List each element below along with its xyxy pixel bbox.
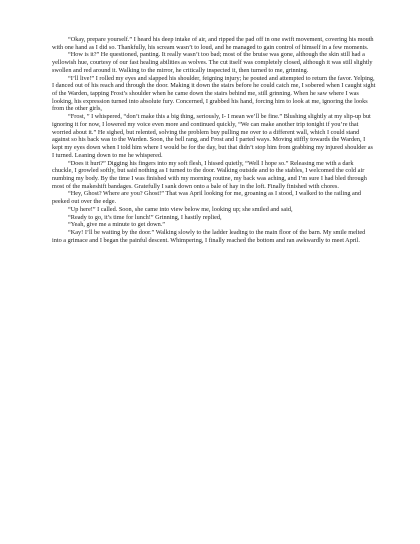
paragraph: “Frost, ” I whispered, “don’t make this a big thing, seriously, I- I mean we’ll be fine.” Blushing slightly at my slip-up but ignoring it for now, I lowered my voice even more and continued quickly, “We can make another trip tonight if you’re that worried about it.” He sighed, but relented, solving the problem buy pulling me over to a different wall, which I could stand against so his back was to the Warden. Soon, the bell rang, and Frost and I parted ways. Moving stiffly towards the Warden, I kept my eyes down when I told him where I would be for the day, but that didn’t stop him from grabbing my injured shoulder as I turned. Leaning down to me he whispered.: [52, 113, 373, 159]
paragraph: “How is it?” He questioned, panting. It really wasn’t too bad; most of the bruise was gone, although the skin still had a yellowish hue, courtesy of our fast healing abilities as wolves. The cut itself was completely closed, although it was still slightly swollen and red around it. Walking to the mirror, he critically inspected it, then turned to me, grinning.: [52, 51, 373, 74]
paragraph: “Ready to go, it’s time for lunch!” Grinning, I hastily replied,: [68, 213, 222, 221]
paragraph: “Kay! I’ll be waiting by the door.” Walking slowly to the ladder leading to the main floor of the barn. My smile melted into a grimace and I began the painful descent. Whimpering, I finally reached the bottom and ran awkwardly to meet April.: [52, 228, 366, 244]
paragraph: “Hey, Ghost? Where are you? Ghost!” That was April looking for me, groaning as I stood, I walked to the railing and peeked out over the edge.: [52, 190, 362, 206]
paragraph: “Okay, prepare yourself.” I heard his deep intake of air, and ripped the pad off in one swift movement, covering his mouth with one hand as I did so. Thankfully, his scream wasn’t to loud, and he managed to gain control of himself in a few moments.: [52, 36, 374, 51]
paragraph: “Yeah, give me a minute to get down.”: [68, 221, 166, 229]
paragraph: “I’ll live!” I rolled my eyes and slapped his shoulder, feigning injury; he pouted and attempted to return the favor. Yelping, I danced out of his reach and through the door. Making it down the stairs before he could catch me, I sobered when I caught sight of the Warden, tapping Frost’s shoulder when he came down the stairs behind me, still grinning. When he saw where I was looking, his expression turned into absolute fury. Concerned, I grabbed his hand, forcing him to look at me, ignoring the looks from the other girls,: [52, 74, 376, 113]
paragraph: “Does it hurt?” Digging his fingers into my soft flesh, I hissed quietly, “Well I hope so.” Releasing me with a dark chuckle, I growled softly, but said nothing as I turned to the door. Walking outside and to the stables, I welcomed the cold air numbing my body. By the time I was finished with my morning routine, my back was aching, and I’m sure I had bled through most of the makeshift bandages. Gratefully I sank down onto a bale of hay in the loft. Finally finished with chores.: [52, 159, 367, 190]
paragraph: “Up here!” I called. Soon, she came into view below me, looking up; she smiled and said,: [68, 205, 293, 213]
